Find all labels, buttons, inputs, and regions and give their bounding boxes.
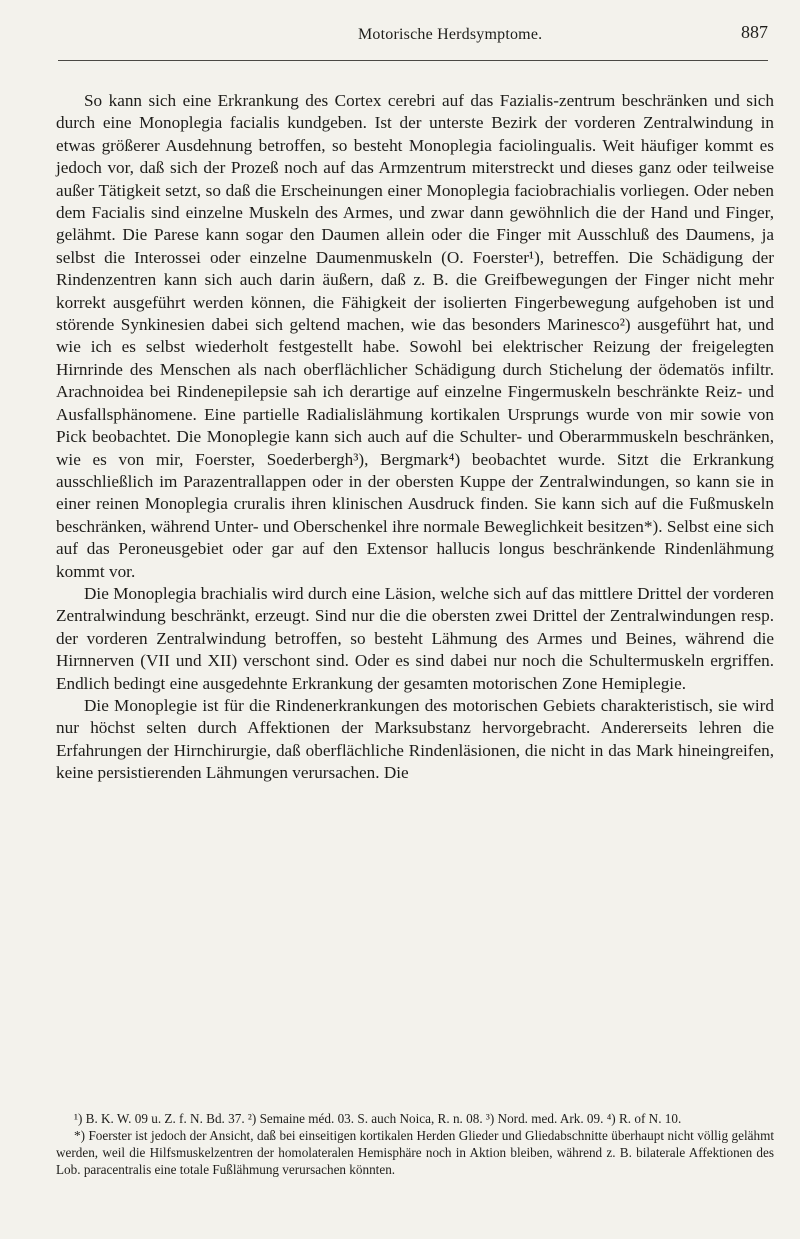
footnotes (56, 1110, 774, 1178)
paragraph-monoplegia-facialis: So kann sich eine Erkrankung des Cortex cerebri auf das Fazialis-zentrum beschränken und sich durch eine Monoplegia facialis kundgeben. Ist der unterste Bezirk der vorderen Zentralwindung in etwas größerer Ausdehnung betroffen, so besteht Monoplegia faciolingualis. Weit häufiger kommt es jedoch vor, daß sich der Prozeß noch auf das Armzentrum miterstreckt und dieses ganz oder teilweise außer Tätigkeit setzt, so daß die Erscheinungen einer Monoplegia faciobrachialis vorliegen. Oder neben dem Facialis sind einzelne Muskeln des Armes, und zwar dann gewöhnlich die der Hand und Finger, gelähmt. Die Parese kann sogar den Daumen allein oder die Finger mit Ausschluß des Daumens, ja selbst die Interossei oder einzelne Daumenmuskeln (O. Foerster¹), betreffen. Die Schädigung der Rindenzentren kann sich auch darin äußern, daß z. B. die Greifbewegungen der Finger nicht mehr korrekt ausgeführt werden können, die Fähigkeit der isolierten Fingerbewegung aufgehoben ist und störende Synkinesien dabei sich geltend machen, wie das besonders Marinesco²) ausgeführt hat, und wie ich es selbst wiederholt festgestellt habe. Sowohl bei elektrischer Reizung der freigelegten Hirnrinde des Menschen als nach oberflächlicher Schädigung durch Stichelung der ödematös infiltr. Arachnoidea bei Rindenepilepsie sah ich derartige auf einzelne Fingermuskeln beschränkte Reiz- und Ausfallsphänomene. Eine partielle Radialislähmung kortikalen Ursprungs wurde von mir sowie von Pick beobachtet. Die Monoplegie kann sich auch auf die Schulter- und Oberarmmuskeln beschränken, wie es von mir, Foerster, Soederbergh³), Bergmark⁴) beobachtet wurde. Sitzt die Erkrankung ausschließlich im Parazentrallappen oder in der obersten Kuppe der Zentralwindungen, so kann sie in einer reinen Monoplegia cruralis ihren klinischen Ausdruck finden. Sie kann sich auf die Fußmuskeln beschränken, während Unter- und Oberschenkel ihre normale Beweglichkeit besitzen*). Selbst eine sich auf das Peroneusgebiet oder gar auf den Extensor hallucis longus beschränkende Rindenlähmung kommt vor. (56, 91, 774, 581)
footnote-references: ¹) B. K. W. 09 u. Z. f. N. Bd. 37. ²) Semaine méd. 03. S. auch Noica, R. n. 08. ³) Nord. med. Ark. 09. ⁴) R. of N. 10. (74, 1111, 682, 1126)
footnote-foerster: *) Foerster ist jedoch der Ansicht, daß bei einseitigen kortikalen Herden Glieder und Gliedabschnitte überhaupt nicht völlig gelähmt werden, weil die Hilfsmuskelzentren der homolateralen Hemisphäre noch in Aktion bleiben, während z. B. bilaterale Affektionen des Lob. paracentralis eine totale Fußlähmung verursachen könnten. (56, 1128, 774, 1177)
header-rule (58, 60, 768, 61)
running-title: Motorische Herdsymptome. (358, 26, 543, 43)
running-head (58, 22, 768, 66)
paragraph-rindenerkrankungen: Die Monoplegie ist für die Rindenerkrankungen des motorischen Gebiets charakteristisch, sie wird nur höchst selten durch Affektionen der Marksubstanz hervorgebracht. Andererseits lehren die Erfahrungen der Hirnchirurgie, daß oberflächliche Rindenläsionen, die nicht in das Mark hineingreifen, keine persistierenden Lähmungen verursachen. Die (56, 695, 774, 783)
main-text (56, 90, 774, 785)
paragraph-monoplegia-brachialis: Die Monoplegia brachialis wird durch eine Läsion, welche sich auf das mittlere Drittel der vorderen Zentralwindung beschränkt, erzeugt. Sind nur die die obersten zwei Drittel der Zentralwindungen resp. der vorderen Zentralwindung betroffen, so besteht Lähmung des Armes und Beines, während die Hirnnerven (VII und XII) verschont sind. Oder es sind dabei nur noch die Schultermuskeln ergriffen. Endlich bedingt eine ausgedehnte Erkrankung der gesamten motorischen Zone Hemiplegie. (56, 583, 774, 693)
page-number: 887 (741, 22, 768, 42)
